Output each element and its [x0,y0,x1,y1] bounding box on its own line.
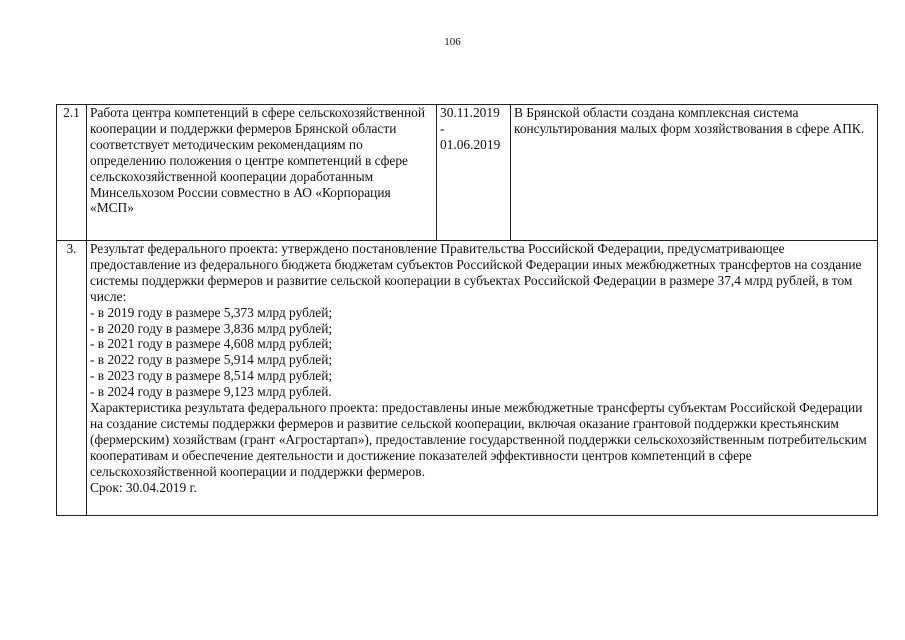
funding-item: - в 2022 году в размере 5,914 млрд рублей; [90,352,333,368]
funding-by-year-list [90,305,874,400]
date-end: 01.06.2019 [440,136,501,152]
funding-item: - в 2019 году в размере 5,373 млрд рублей; [90,304,333,320]
date-separator: - [440,120,445,136]
task-result: В Брянской области создана комплексная система консультирования малых форм хозяйствования в сфере АПК. [511,105,878,241]
federal-project-result-cell [87,241,878,516]
table-row-2-1 [57,105,878,241]
task-description: Работа центра компетенций в сфере сельскохозяйственной кооперации и поддержки фермеров Брянской области соответствует методическим рекомендациям по определению положения о центре компетенций в сфере сельскохозяйственной кооперации доработанным Минсельхозом России совместно в АО «Корпорация «МСП» [87,105,437,241]
page-number: 106 [444,36,461,48]
row-number: 3. [57,241,87,516]
funding-item: - в 2021 году в размере 4,608 млрд рублей; [90,336,333,352]
funding-item: - в 2024 году в размере 9,123 млрд рублей. [90,384,332,400]
funding-item: - в 2023 году в размере 8,514 млрд рублей; [90,368,333,384]
date-range-cell [437,105,511,241]
row-number: 2.1 [57,105,87,241]
funding-item: - в 2020 году в размере 3,836 млрд рублей; [90,320,333,336]
deadline: Срок: 30.04.2019 г. [90,479,197,495]
document-table [56,104,878,516]
date-start: 30.11.2019 [440,105,500,120]
table-row-3 [57,241,878,516]
federal-project-result-intro: Результат федерального проекта: утверждено постановление Правительства Российской Федерации, предусматривающее предоставление из федерального бюджета бюджетам субъектов Российской Федерации иных межбюджетных трансфертов на создание системы поддержки фермеров и развитие сельской кооперации в субъектах Российской Федерации в размере 37,4 млрд рублей, в том числе: [90,241,862,304]
federal-project-characteristic: Характеристика результата федерального проекта: предоставлены иные межбюджетные трансферты субъектам Российской Федерации на создание системы поддержки фермеров и развитие сельской кооперации, включая оказание грантовой поддержки крестьянским (фермерским) хозяйствам (грант «Агростартап»), предоставление государственной поддержки сельскохозяйственным потребительским кооперативам и обеспечение деятельности и достижение показателей эффективности центров компетенций в сфере сельскохозяйственной кооперации и поддержки фермеров. [90,400,867,479]
